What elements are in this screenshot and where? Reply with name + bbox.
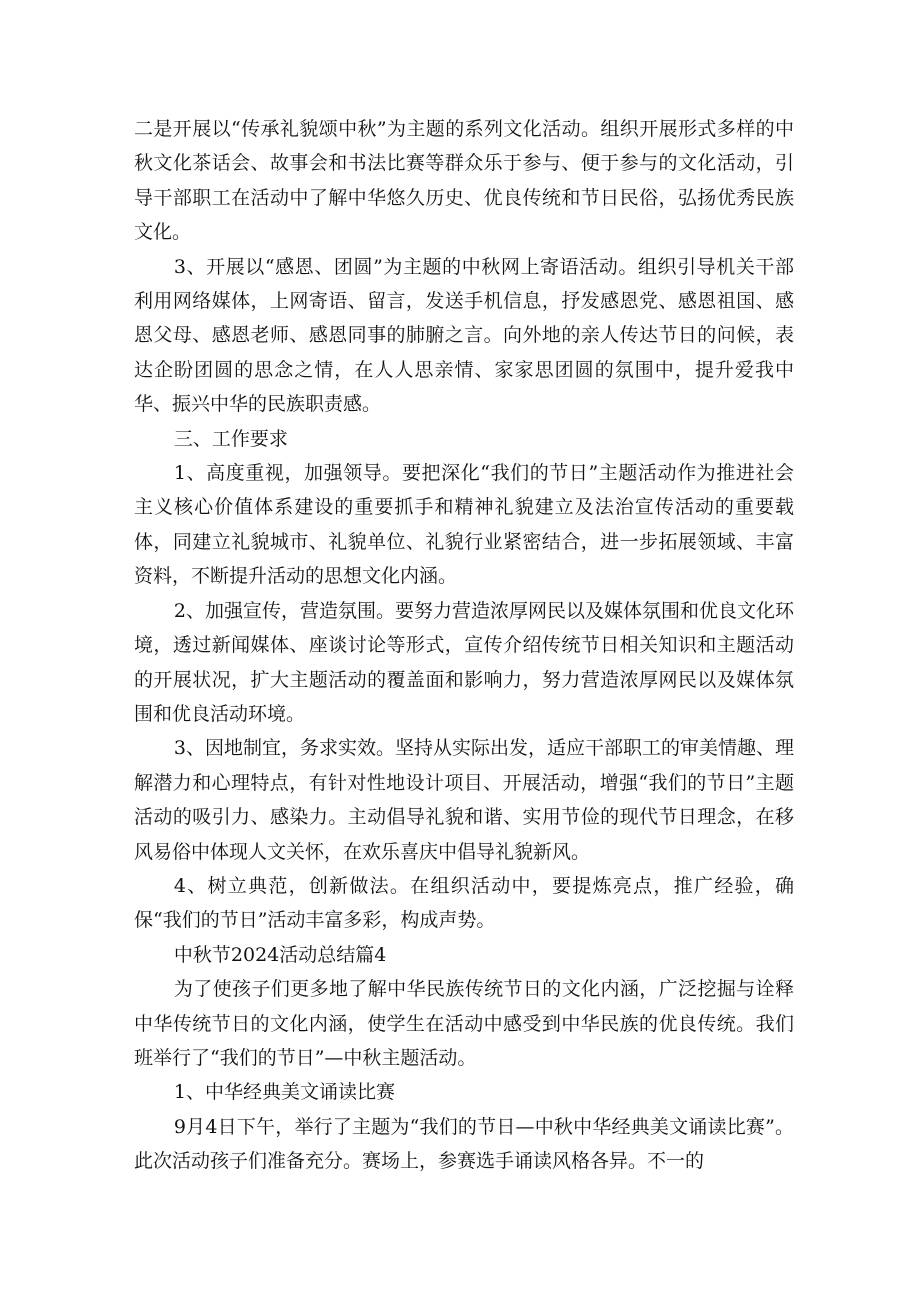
paragraph: 3、因地制宜，务求实效。坚持从实际出发，适应干部职工的审美情趣、理解潜力和心理特点，有针对性地设计项目、开展活动，增强“我们的节日”主题活动的吸引力、感染力。主动倡导礼貌和谐、实用节俭的现代节日理念，在移风易俗中体现人文关怀，在欢乐喜庆中倡导礼貌新风。 (134, 737, 794, 863)
paragraph: 为了使孩子们更多地了解中华民族传统节日的文化内涵，广泛挖掘与诠释中华传统节日的文化内涵，使学生在活动中感受到中华民族的优良传统。我们班举行了“我们的节日”—中秋主题活动。 (134, 978, 794, 1069)
paragraph: 二是开展以“传承礼貌颂中秋”为主题的系列文化活动。组织开展形式多样的中秋文化茶话会、故事会和书法比赛等群众乐于参与、便于参与的文化活动，引导干部职工在活动中了解中华悠久历史、优良传统和节日民俗，弘扬优秀民族文化。 (134, 118, 794, 244)
article-heading: 中秋节2024活动总结篇4 (173, 943, 387, 966)
paragraph: 9月4日下午，举行了主题为“我们的节日—中秋中华经典美文诵读比赛”。此次活动孩子们准备充分。赛场上，参赛选手诵读风格各异。不一的 (134, 1115, 794, 1173)
paragraph: 4、树立典范，创新做法。在组织活动中，要提炼亮点，推广经验，确保“我们的节日”活动丰富多彩，构成声势。 (134, 874, 794, 932)
subsection-heading: 1、中华经典美文诵读比赛 (173, 1081, 395, 1104)
paragraph: 3、开展以“感恩、团圆”为主题的中秋网上寄语活动。组织引导机关干部利用网络媒体，上网寄语、留言，发送手机信息，抒发感恩党、感恩祖国、感恩父母、感恩老师、感恩同事的肺腑之言。向外地的亲人传达节日的问候，表达企盼团圆的思念之情，在人人思亲情、家家思团圆的氛围中，提升爱我中华、振兴中华的民族职责感。 (134, 255, 794, 416)
document-body (134, 112, 794, 1179)
paragraph: 2、加强宣传，营造氛围。要努力营造浓厚网民以及媒体氛围和优良文化环境，透过新闻媒体、座谈讨论等形式，宣传介绍传统节日相关知识和主题活动的开展状况，扩大主题活动的覆盖面和影响力，努力营造浓厚网民以及媒体氛围和优良活动环境。 (134, 599, 794, 725)
paragraph: 1、高度重视，加强领导。要把深化“我们的节日”主题活动作为推进社会主义核心价值体系建设的重要抓手和精神礼貌建立及法治宣传活动的重要载体，同建立礼貌城市、礼貌单位、礼貌行业紧密结合，进一步拓展领域、丰富资料，不断提升活动的思想文化内涵。 (134, 462, 794, 588)
section-heading: 三、工作要求 (173, 427, 288, 450)
